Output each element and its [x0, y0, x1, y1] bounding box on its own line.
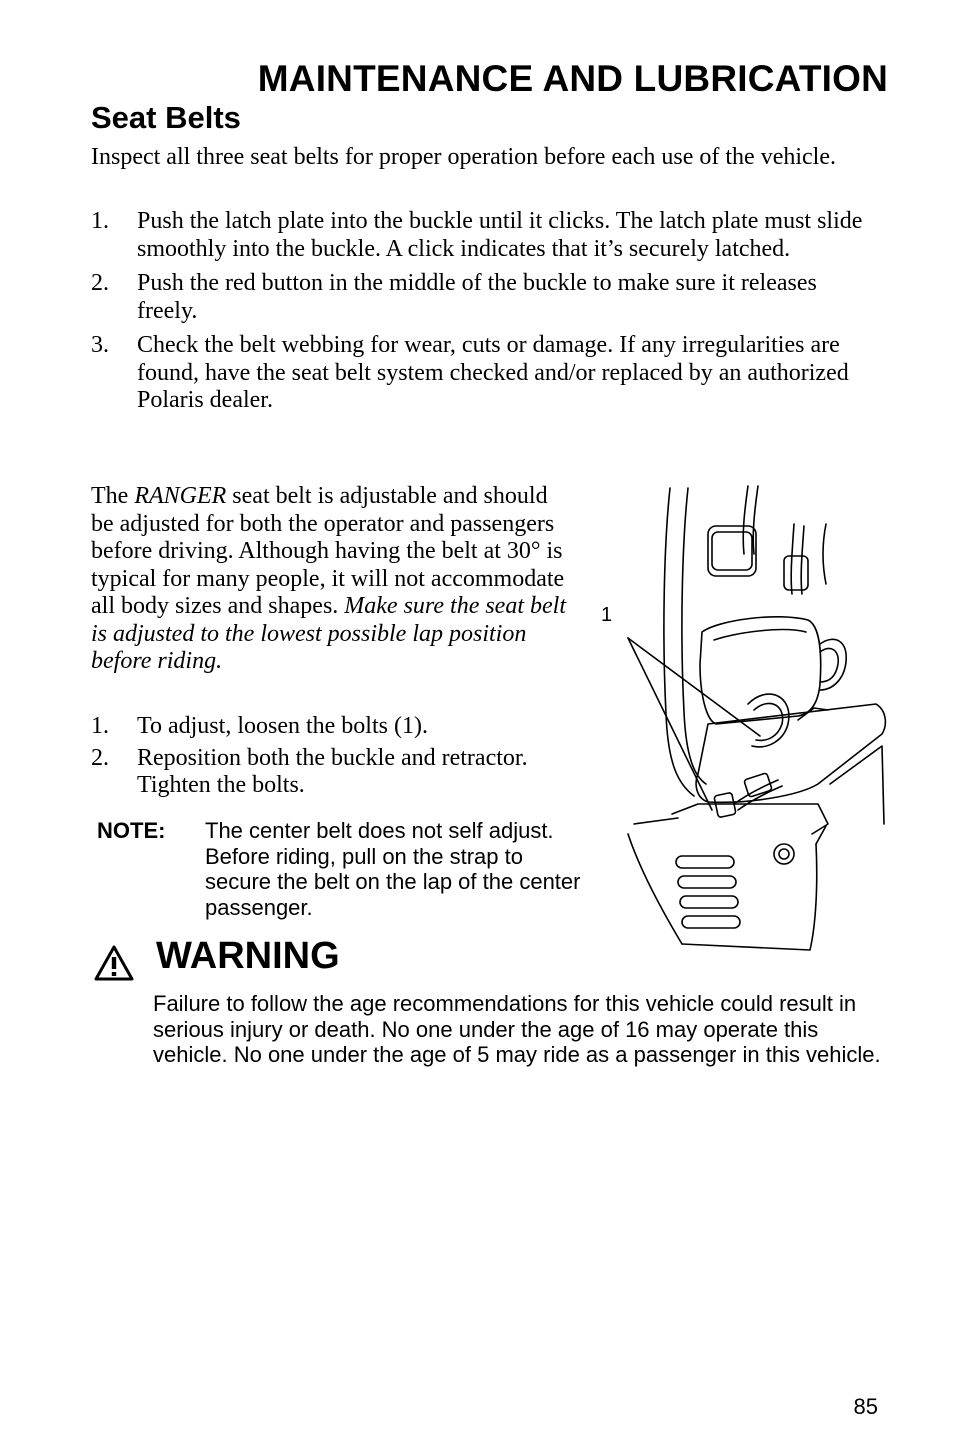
note-block — [97, 818, 587, 920]
adjustment-paragraph — [91, 483, 566, 676]
step-number: 2. — [91, 270, 109, 296]
adjustment-steps — [91, 713, 561, 804]
adjust-text-mid: seat belt is adjustable and should be adjusted for both the operator and passengers before driving. Although having the belt at 30° is typical for many people, it will not accommodate all body sizes and shapes. — [91, 483, 565, 619]
adjust-text-pre: The — [91, 483, 135, 509]
inspection-steps — [91, 208, 881, 422]
section-title: Seat Belts — [91, 100, 241, 135]
list-item — [91, 332, 881, 415]
adjust-emphasis: Make sure the seat belt is adjusted to the lowest possible lap position before riding. — [91, 593, 566, 674]
step-number: 1. — [91, 713, 109, 739]
step-number: 1. — [91, 208, 109, 234]
warning-title: WARNING — [156, 935, 340, 977]
step-text: Push the red button in the middle of the buckle to make sure it releases freely. — [137, 270, 817, 324]
step-text: Push the latch plate into the buckle until it clicks. The latch plate must slide smoothly into the buckle. A click indicates that it’s securely latched. — [137, 208, 863, 262]
note-text: The center belt does not self adjust. Before riding, pull on the strap to secure the belt on the lap of the center passenger. — [205, 818, 581, 920]
figure-callout-1: 1 — [601, 604, 613, 626]
list-item — [91, 745, 561, 800]
seat-belt-illustration — [598, 484, 898, 954]
step-number: 2. — [91, 744, 109, 771]
list-item — [91, 713, 561, 741]
step-text: Reposition both the buckle and retractor. Tighten the bolts. — [137, 744, 528, 798]
page-number: 85 — [853, 1394, 878, 1419]
brand-name: RANGER — [134, 483, 227, 509]
intro-paragraph: Inspect all three seat belts for proper operation before each use of the vehicle. — [91, 144, 836, 170]
step-text: To adjust, loosen the bolts (1). — [137, 713, 428, 739]
warning-triangle-icon — [94, 945, 134, 981]
list-item — [91, 208, 881, 263]
step-number: 3. — [91, 332, 109, 358]
list-item — [91, 270, 881, 325]
warning-text: Failure to follow the age recommendations for this vehicle could result in serious injury or death. No one under the age of 16 may operate this vehicle. No one under the age of 5 may ride as a passenger in this vehicle. — [153, 991, 881, 1067]
step-text: Check the belt webbing for wear, cuts or damage. If any irregularities are found, have the seat belt system checked and/or replaced by an authorized Polaris dealer. — [137, 332, 849, 413]
chapter-title: MAINTENANCE AND LUBRICATION — [257, 58, 888, 99]
note-label: NOTE: — [97, 818, 166, 843]
